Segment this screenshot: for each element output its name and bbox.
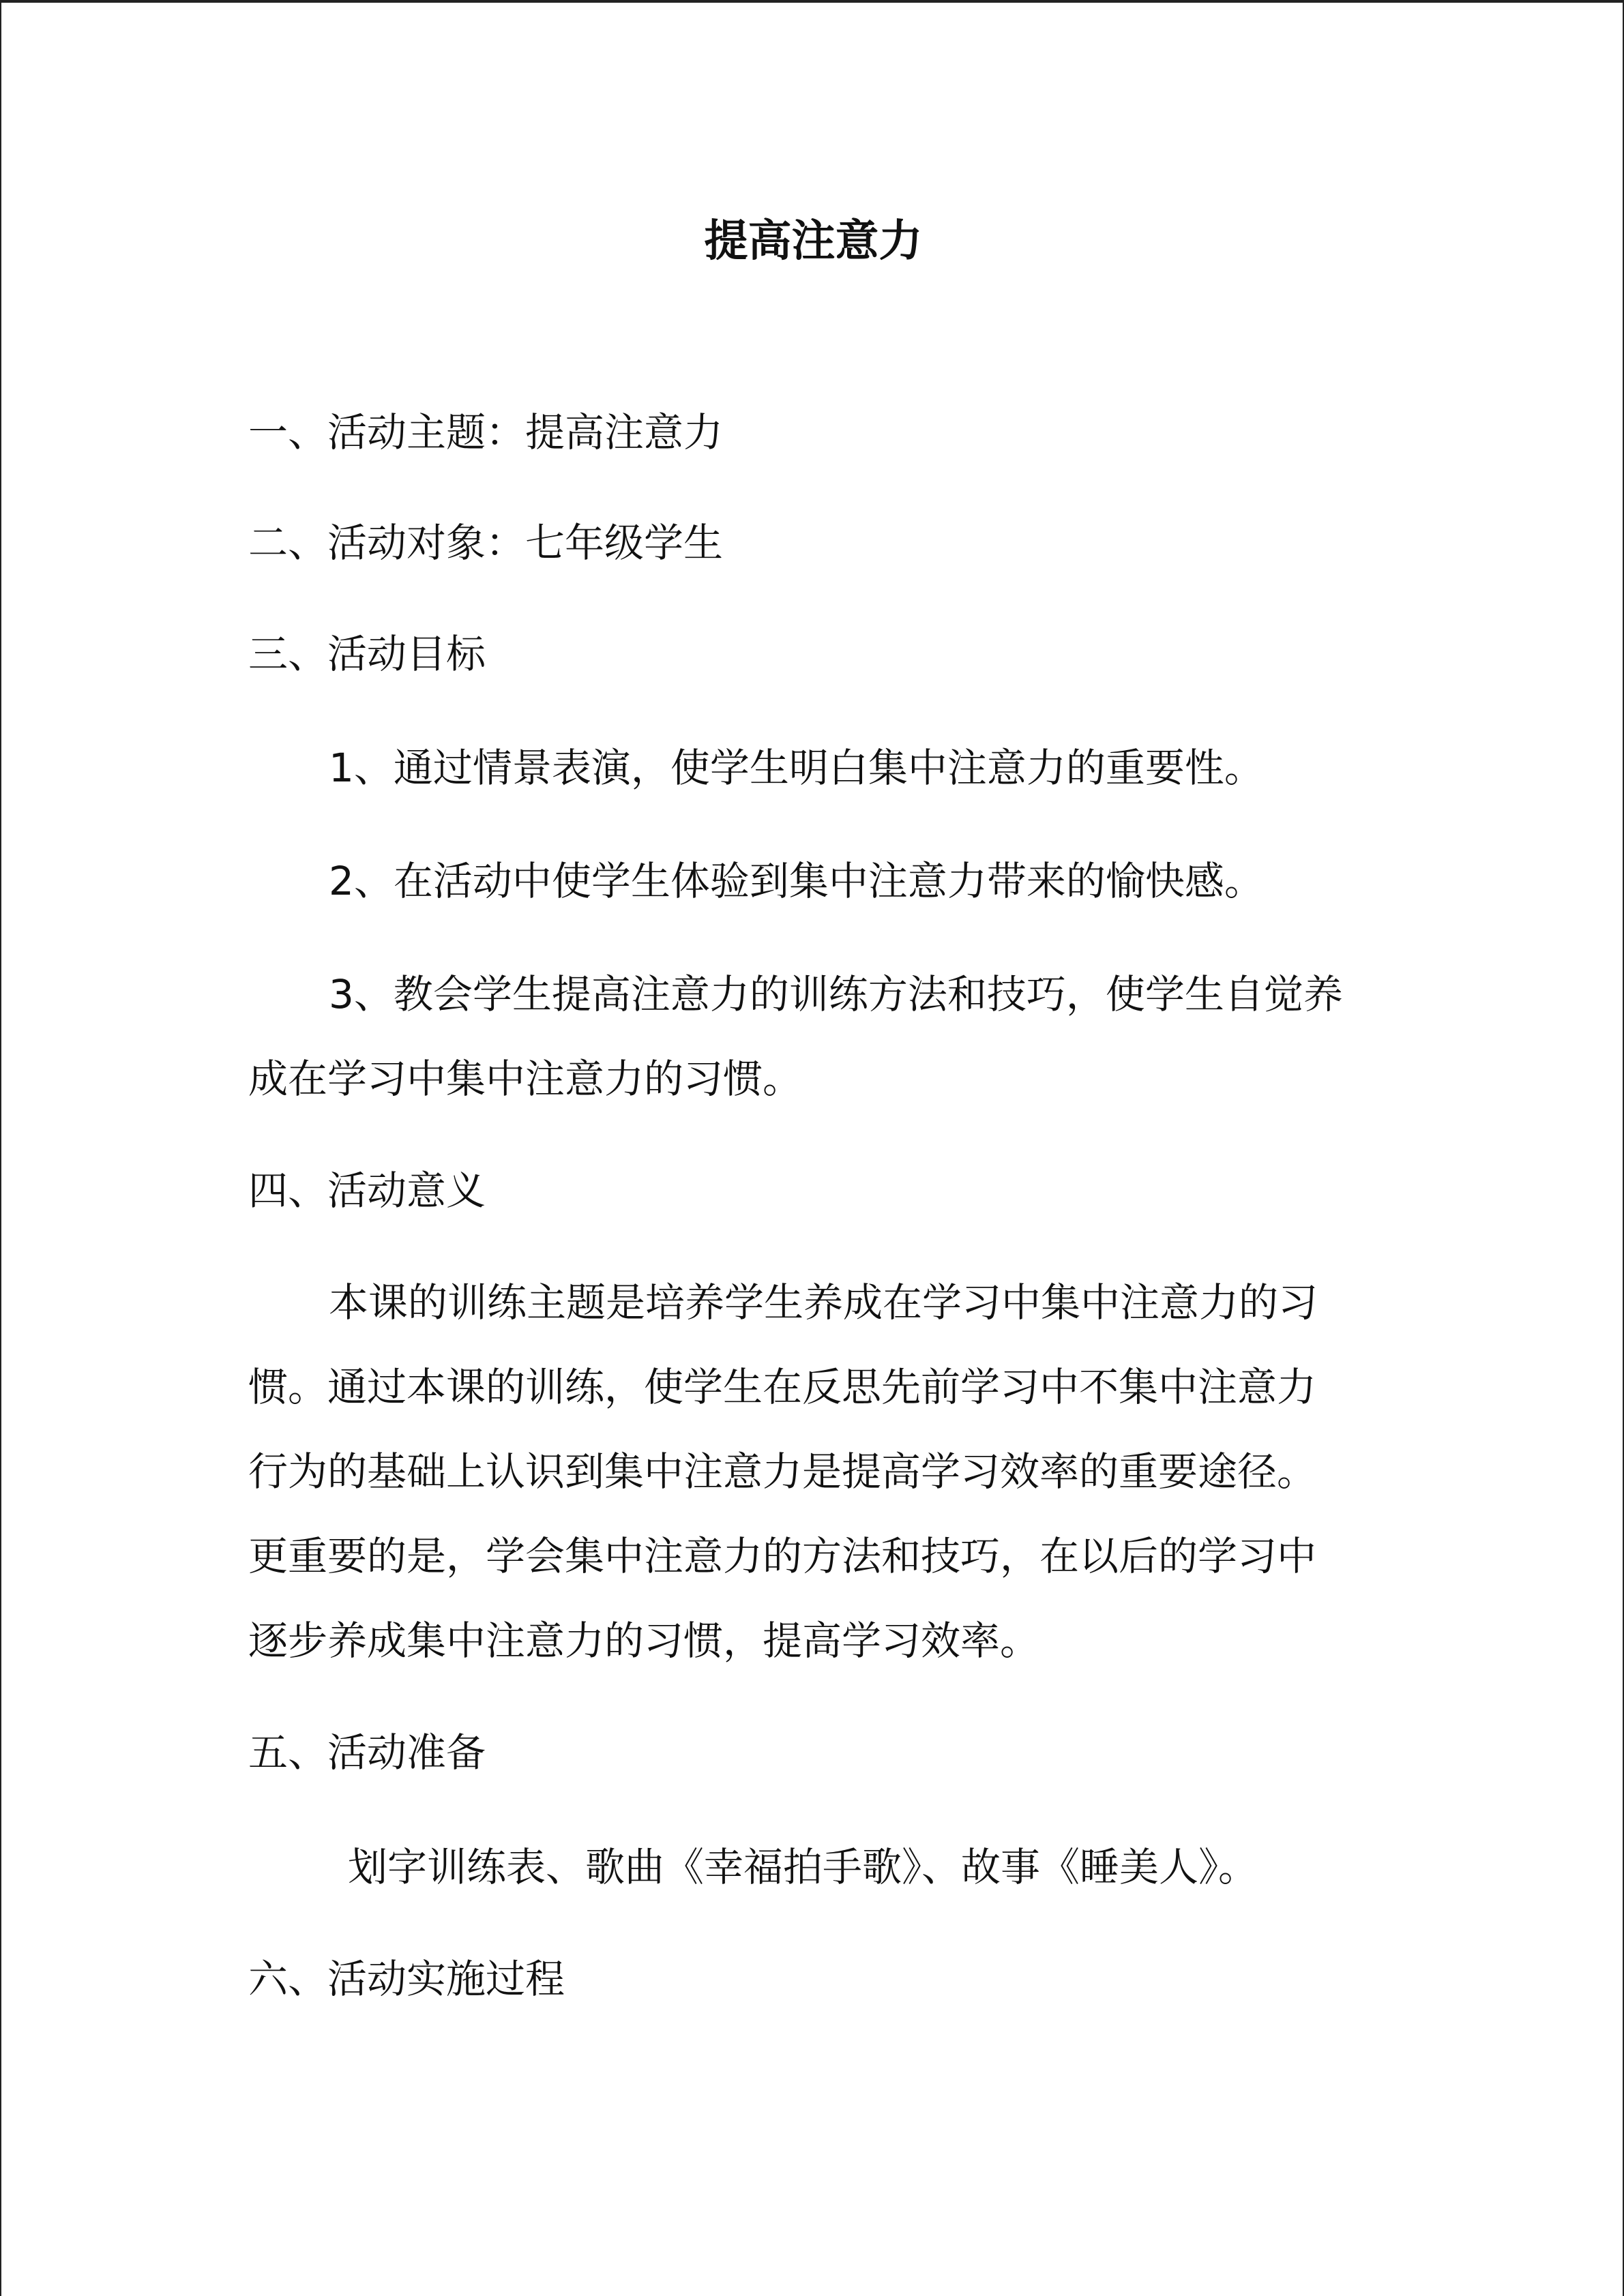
section-heading-theme: 一、活动主题：提高注意力: [248, 409, 724, 456]
preparation-text: 划字训练表、歌曲《幸福拍手歌》、故事《睡美人》。: [348, 1844, 1258, 1890]
section-heading-goals: 三、活动目标: [248, 631, 486, 677]
goal-item-3-continued: 成在学习中集中注意力的习惯。: [248, 1056, 803, 1102]
paragraph-line: 惯。通过本课的训练，使学生在反思先前学习中不集中注意力: [248, 1364, 1317, 1410]
section-heading-preparation: 五、活动准备: [248, 1729, 486, 1776]
section-heading-process: 六、活动实施过程: [248, 1956, 565, 2002]
goal-item-1: 1、通过情景表演，使学生明白集中注意力的重要性。: [329, 745, 1264, 791]
goal-item-2: 2、在活动中使学生体验到集中注意力带来的愉快感。: [329, 858, 1264, 904]
section-heading-audience: 二、活动对象：七年级学生: [248, 520, 724, 566]
document-title: 提高注意力: [704, 215, 923, 267]
paragraph-line: 逐步养成集中注意力的习惯，提高学习效率。: [248, 1617, 1040, 1664]
section-heading-significance: 四、活动意义: [248, 1167, 486, 1214]
goal-item-3: 3、教会学生提高注意力的训练方法和技巧，使学生自觉养: [329, 971, 1343, 1017]
paragraph-line: 更重要的是，学会集中注意力的方法和技巧，在以后的学习中: [248, 1533, 1317, 1579]
paragraph-line: 本课的训练主题是培养学生养成在学习中集中注意力的习: [329, 1279, 1318, 1326]
paragraph-line: 行为的基础上认识到集中注意力是提高学习效率的重要途径。: [248, 1448, 1317, 1495]
